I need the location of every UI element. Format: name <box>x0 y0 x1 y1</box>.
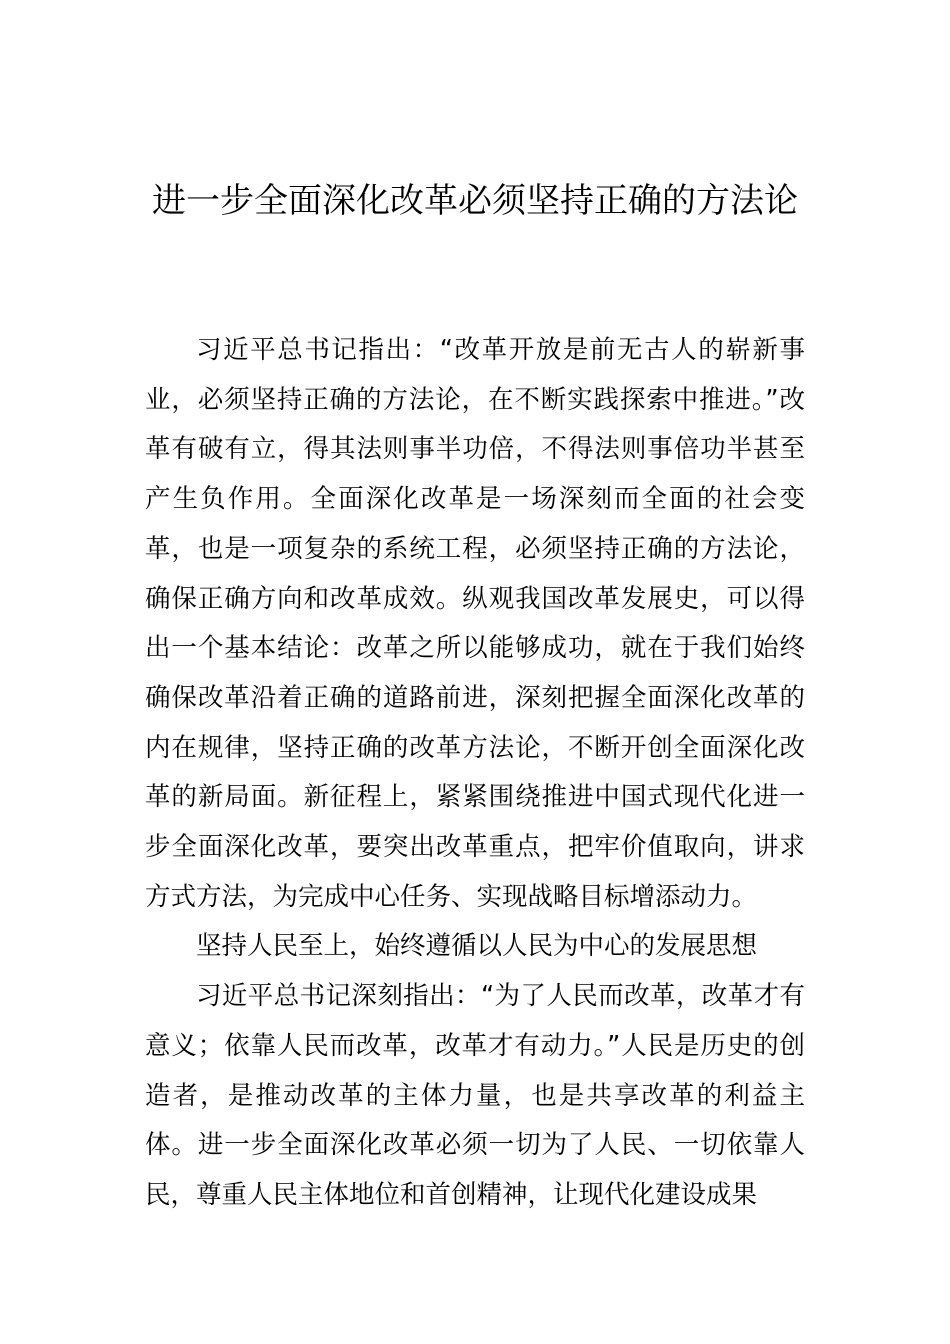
paragraph-intro: 习近平总书记指出：“改革开放是前无古人的崭新事业，必须坚持正确的方法论，在不断实践探索中推进。”改革有破有立，得其法则事半功倍，不得法则事倍功半甚至产生负作用。全面深化改革是一场深刻而全面的社会变革，也是一项复杂的系统工程，必须坚持正确的方法论，确保正确方向和改革成效。纵观我国改革发展史，可以得出一个基本结论：改革之所以能够成功，就在于我们始终确保改革沿着正确的道路前进，深刻把握全面深化改革的内在规律，坚持正确的改革方法论，不断开创全面深化改革的新局面。新征程上，紧紧围绕推进中国式现代化进一步全面深化改革，要突出改革重点，把牢价值取向，讲求方式方法，为完成中心任务、实现战略目标增添动力。 <box>145 335 805 912</box>
document-body <box>145 326 805 1221</box>
document-title: 进一步全面深化改革必须坚持正确的方法论 <box>152 181 798 221</box>
section-heading: 坚持人民至上，始终遵循以人民为中心的发展思想 <box>196 931 758 962</box>
paragraph-people: 习近平总书记深刻指出：“为了人民而改革，改革才有意义；依靠人民而改革，改革才有动力。”人民是历史的创造者，是推动改革的主体力量，也是共享改革的利益主体。进一步全面深化改革必须一切为了人民、一切依靠人民，尊重人民主体地位和首创精神，让现代化建设成果 <box>145 981 805 1210</box>
